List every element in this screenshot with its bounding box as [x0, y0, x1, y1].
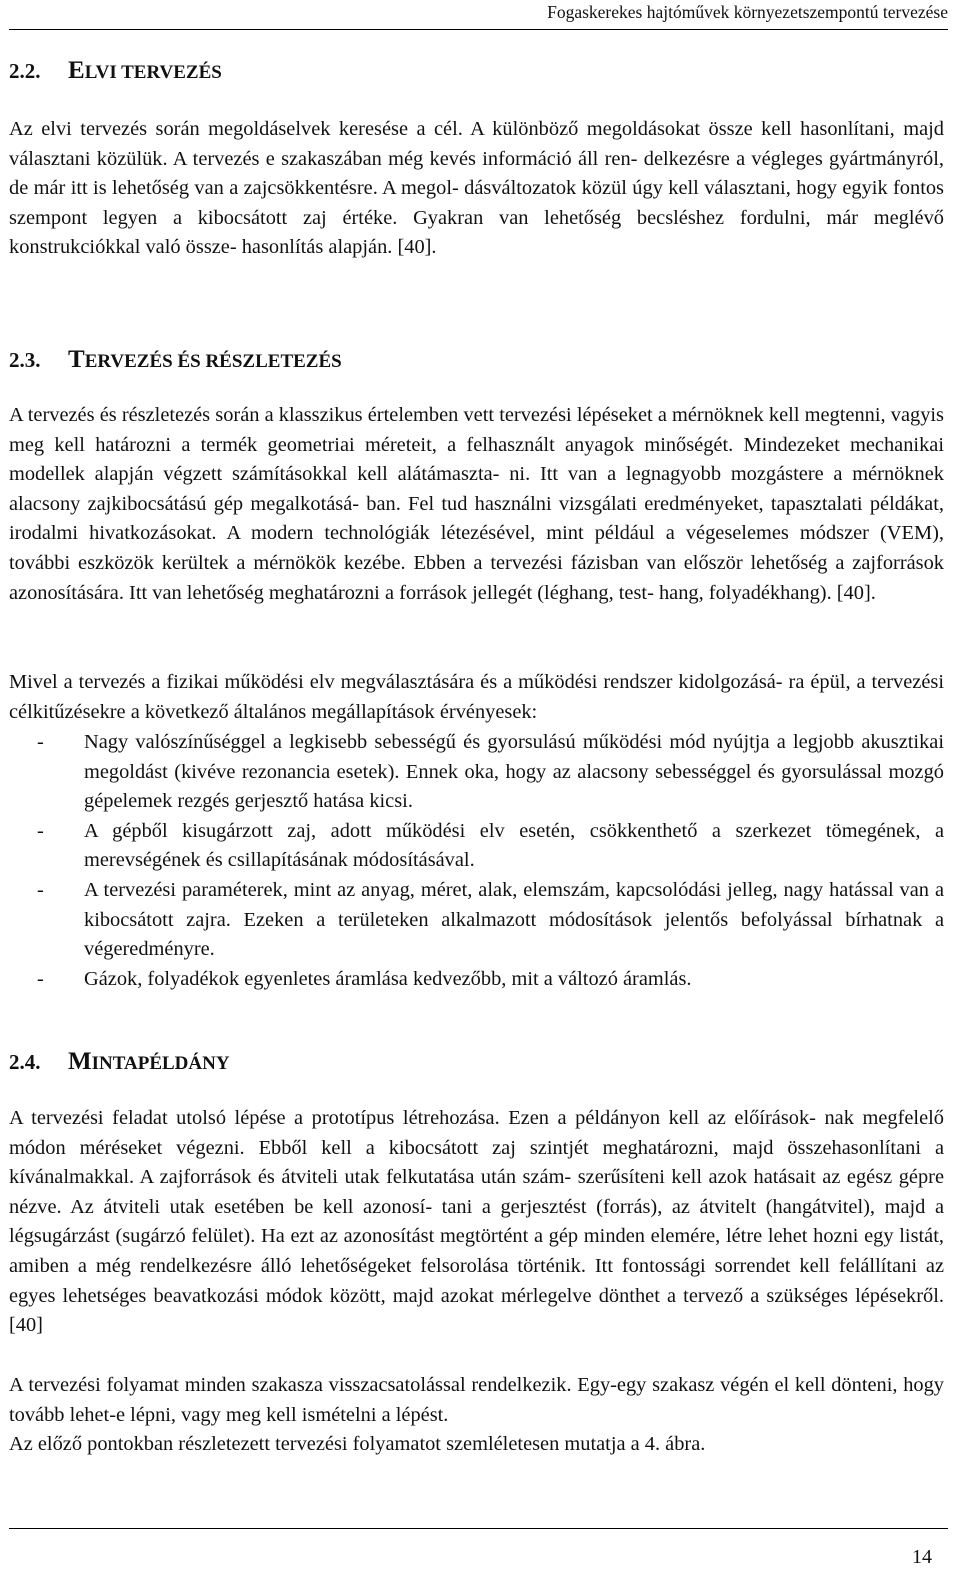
- paragraph: A tervezés és részletezés során a klasszikus értelemben vett tervezési lépéseket a mérnöknek kell megtenni, vagyis meg kell határozni a termék geometriai méreteit, a felhasznált anyagok minőségét. Mindezeket mechanikai modellek alapján végzett számításokkal kell alátámaszta- ni. Itt van a legnagyobb mozgástere a mérnöknek alacsony zajkibocsátású gép megalkotásá- ban. Fel tud használni vizsgálati eredményeket, tapasztalati példákat, irodalmi hivatkozásokat. A modern technológiák létezésével, mint például a végeselemes módszer (VEM), további eszközök kerültek a mérnökök kezébe. Ebben a tervezési fázisban van először lehetőség a zajforrások azonosítására. Itt van lehetőség meghatározni a források jellegét (léghang, test- hang, folyadékhang). [40].: [9, 404, 944, 604]
- list-item-text: Gázok, folyadékok egyenletes áramlása kedvezőbb, mit a változó áramlás.: [84, 967, 692, 990]
- running-title: Fogaskerekes hajtóművek környezetszempontú tervezése: [547, 2, 948, 22]
- section-heading-2-3: [9, 347, 342, 375]
- section-title-initial: E: [68, 57, 85, 84]
- section-title-rest: LVI TERVEZÉS: [84, 62, 222, 83]
- list-item: [9, 817, 944, 876]
- list-marker: -: [37, 878, 44, 901]
- section-heading-2-2: [9, 58, 222, 86]
- footer-divider: [9, 1528, 948, 1529]
- list-marker: -: [37, 819, 44, 842]
- list-item-text: Nagy valószínűséggel a legkisebb sebességű és gyorsulású működési mód nyújtja a legjobb akusztikai megoldást (kivéve rezonancia esetek). Ennek oka, hogy az alacsony sebességgel és gyorsulással mozgó gépelemek rezgés gerjesztő hatása kicsi.: [84, 731, 944, 813]
- section-title-rest: INTAPÉLDÁNY: [91, 1053, 230, 1074]
- section-title-rest: ERVEZÉS ÉS RÉSZLETEZÉS: [84, 351, 342, 372]
- paragraph: A tervezési feladat utolsó lépése a prototípus létrehozása. Ezen a példányon kell az előírások- nak megfelelő módon méréseket végezni. Ebből kell a kibocsátott zaj szintjét meghatározni, majd összehasonlítani a kívánalmakkal. A zajforrások és átviteli utak felkutatása után szám- szerűsíteni kell azok hatásait az egész gépre nézve. Az átviteli utak esetében be kell azonosí- tani a gerjesztést (forrás), az átvitelt (hangátvitel), majd a légsugárzást (sugárzó felület). Ha ezt az azonosítást megtörtént a gép minden elemére, létre lehet hozni egy listát, amiben a még rendelkezésre álló lehetőségeket felsorolása történik. Itt fontossági sorrendet kell felállítani az egyes lehetséges beavatkozási módok között, majd azokat mérlegelve dönthet a tervező a szükséges lépésekről. [40]: [9, 1107, 944, 1337]
- running-header: [9, 0, 948, 30]
- paragraph: Mivel a tervezés a fizikai működési elv megválasztására és a működési rendszer kidolgozásá- ra épül, a tervezési célkitűzésekre a következő általános megállapítások érvényesek:: [9, 671, 944, 723]
- page-number: 14: [912, 1546, 932, 1568]
- section-heading-2-4: [9, 1049, 230, 1077]
- section-number: 2.3.: [9, 348, 41, 372]
- list-item: [9, 728, 944, 817]
- list-item: [9, 965, 944, 995]
- list-item: [9, 876, 944, 965]
- paragraph: Az elvi tervezés során megoldáselvek keresése a cél. A különböző megoldásokat össze kell hasonlítani, majd választani közülük. A tervezés e szakaszában még kevés információ áll ren- delkezésre a végleges gyártmányról, de már itt is lehetőség van a zajcsökkentésre. A megol- dásváltozatok közül úgy kell választani, hogy egyik fontos szempont legyen a kibocsátott zaj értéke. Gyakran van lehetőség becsléshez fordulni, már meglévő konstrukciókkal való össze- hasonlítás alapján. [40].: [9, 118, 944, 259]
- list-marker: -: [37, 731, 44, 753]
- section-number: 2.2.: [9, 59, 41, 83]
- design-goals-list: [9, 728, 944, 994]
- section-title-initial: M: [68, 1048, 92, 1075]
- paragraph: Az előző pontokban részletezett tervezési folyamatot szemléletesen mutatja a 4. ábra.: [9, 1433, 706, 1455]
- paragraph: A tervezési folyamat minden szakasza visszacsatolással rendelkezik. Egy-egy szakasz végén el kell dönteni, hogy tovább lehet-e lépni, vagy meg kell ismételni a lépést.: [9, 1374, 944, 1426]
- list-item-text: A tervezési paraméterek, mint az anyag, méret, alak, elemszám, kapcsolódási jelleg, nagy hatással van a kibocsátott zajra. Ezeken a területeken alkalmazott módosítások jelentős befolyással bírhatnak a végeredményre.: [84, 878, 944, 961]
- list-item-text: A gépből kisugárzott zaj, adott működési elv esetén, csökkenthető a szerkezet tömegének, a merevségének és csillapításának módosításával.: [84, 819, 944, 872]
- section-number: 2.4.: [9, 1050, 41, 1074]
- section-title-initial: T: [68, 346, 85, 373]
- list-marker: -: [37, 967, 44, 990]
